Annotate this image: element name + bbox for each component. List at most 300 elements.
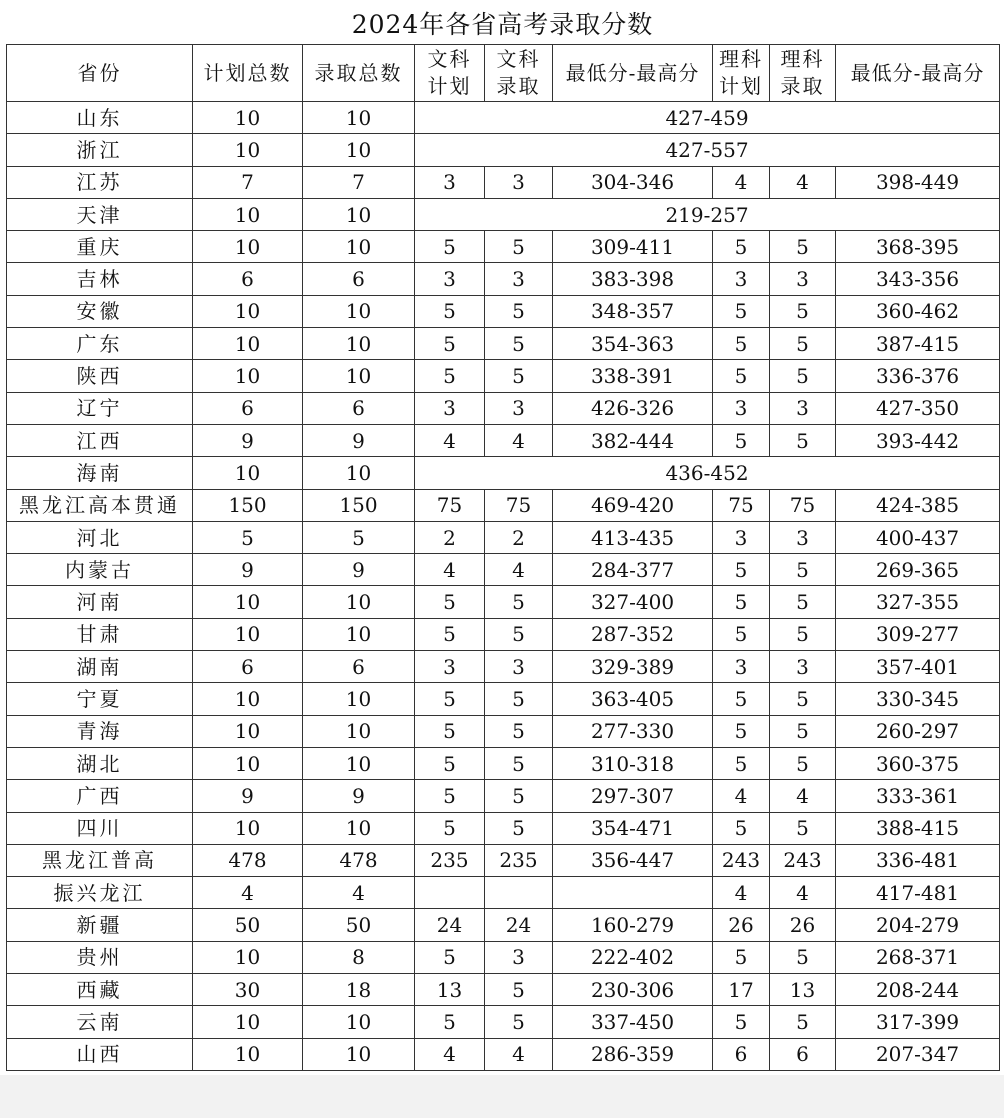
cell-arts-plan: 75 [415, 489, 485, 521]
cell-arts-plan: 5 [415, 618, 485, 650]
header-sci-range: 最低分-最高分 [836, 45, 1000, 102]
cell-sci-plan: 5 [713, 231, 770, 263]
table-row [7, 909, 1000, 941]
table-row [7, 812, 1000, 844]
cell-arts-admit: 4 [485, 424, 553, 456]
cell-arts-admit: 235 [485, 844, 553, 876]
table-row [7, 102, 1000, 134]
cell-admit-total: 9 [303, 780, 415, 812]
cell-sci-range: 327-355 [836, 586, 1000, 618]
cell-province: 天津 [7, 198, 193, 230]
cell-sci-plan: 5 [713, 1006, 770, 1038]
cell-plan-total: 50 [193, 909, 303, 941]
table-row [7, 166, 1000, 198]
header-arts-plan-line2: 计划 [427, 74, 472, 98]
cell-arts-range: 297-307 [553, 780, 713, 812]
cell-province: 山西 [7, 1038, 193, 1070]
cell-sci-plan: 5 [713, 586, 770, 618]
cell-arts-plan: 3 [415, 166, 485, 198]
cell-province: 河南 [7, 586, 193, 618]
cell-arts-range: 338-391 [553, 360, 713, 392]
cell-province: 浙江 [7, 134, 193, 166]
cell-arts-plan: 5 [415, 941, 485, 973]
cell-arts-range: 383-398 [553, 263, 713, 295]
cell-arts-admit: 5 [485, 586, 553, 618]
cell-plan-total: 10 [193, 747, 303, 779]
cell-province: 黑龙江高本贯通 [7, 489, 193, 521]
table-row [7, 651, 1000, 683]
header-arts-admit-line2: 录取 [496, 74, 541, 98]
cell-province: 吉林 [7, 263, 193, 295]
cell-plan-total: 10 [193, 618, 303, 650]
table-row [7, 231, 1000, 263]
cell-arts-admit: 5 [485, 683, 553, 715]
cell-arts-admit: 5 [485, 1006, 553, 1038]
cell-arts-plan: 4 [415, 554, 485, 586]
header-row [7, 45, 1000, 102]
cell-plan-total: 10 [193, 360, 303, 392]
cell-province: 青海 [7, 715, 193, 747]
header-admit-total: 录取总数 [303, 45, 415, 102]
table-row [7, 328, 1000, 360]
cell-admit-total: 10 [303, 1038, 415, 1070]
cell-sci-range: 387-415 [836, 328, 1000, 360]
cell-province: 湖南 [7, 651, 193, 683]
cell-admit-total: 6 [303, 392, 415, 424]
cell-plan-total: 10 [193, 683, 303, 715]
cell-arts-admit: 5 [485, 974, 553, 1006]
cell-plan-total: 10 [193, 102, 303, 134]
cell-plan-total: 10 [193, 586, 303, 618]
cell-admit-total: 10 [303, 360, 415, 392]
cell-sci-plan: 75 [713, 489, 770, 521]
cell-admit-total: 10 [303, 102, 415, 134]
cell-arts-admit: 5 [485, 812, 553, 844]
cell-admit-total: 10 [303, 295, 415, 327]
cell-admit-total: 478 [303, 844, 415, 876]
table-row [7, 974, 1000, 1006]
cell-arts-range: 327-400 [553, 586, 713, 618]
cell-sci-range: 427-350 [836, 392, 1000, 424]
cell-province: 江西 [7, 424, 193, 456]
cell-sci-plan: 5 [713, 618, 770, 650]
cell-sci-admit: 6 [770, 1038, 836, 1070]
cell-merged-score-range: 219-257 [415, 198, 1000, 230]
cell-sci-range: 368-395 [836, 231, 1000, 263]
table-body [7, 102, 1000, 1071]
table-title: 2024年各省高考录取分数 [351, 10, 654, 39]
table-row [7, 489, 1000, 521]
cell-arts-admit: 3 [485, 941, 553, 973]
cell-sci-range: 268-371 [836, 941, 1000, 973]
header-province: 省份 [7, 45, 193, 102]
cell-sci-range: 343-356 [836, 263, 1000, 295]
cell-sci-admit: 26 [770, 909, 836, 941]
cell-arts-range: 354-363 [553, 328, 713, 360]
cell-plan-total: 9 [193, 424, 303, 456]
cell-sci-plan: 26 [713, 909, 770, 941]
cell-arts-plan: 5 [415, 747, 485, 779]
cell-sci-plan: 6 [713, 1038, 770, 1070]
cell-sci-range: 336-376 [836, 360, 1000, 392]
cell-arts-range: 329-389 [553, 651, 713, 683]
cell-arts-range: 277-330 [553, 715, 713, 747]
cell-sci-range: 398-449 [836, 166, 1000, 198]
cell-sci-plan: 17 [713, 974, 770, 1006]
cell-arts-range: 309-411 [553, 231, 713, 263]
cell-sci-admit: 3 [770, 651, 836, 683]
cell-arts-admit: 5 [485, 231, 553, 263]
cell-arts-plan: 235 [415, 844, 485, 876]
cell-plan-total: 9 [193, 780, 303, 812]
cell-arts-admit: 3 [485, 392, 553, 424]
cell-arts-plan: 3 [415, 392, 485, 424]
cell-plan-total: 10 [193, 134, 303, 166]
cell-sci-plan: 3 [713, 263, 770, 295]
cell-admit-total: 10 [303, 328, 415, 360]
cell-arts-admit: 5 [485, 328, 553, 360]
cell-plan-total: 10 [193, 812, 303, 844]
cell-plan-total: 150 [193, 489, 303, 521]
cell-plan-total: 10 [193, 198, 303, 230]
cell-admit-total: 10 [303, 134, 415, 166]
cell-plan-total: 6 [193, 651, 303, 683]
cell-sci-range: 393-442 [836, 424, 1000, 456]
cell-province: 振兴龙江 [7, 877, 193, 909]
table-row [7, 1038, 1000, 1070]
cell-arts-admit: 5 [485, 295, 553, 327]
cell-arts-plan: 5 [415, 328, 485, 360]
cell-plan-total: 6 [193, 263, 303, 295]
header-arts-admit-line1: 文科 [496, 47, 541, 71]
cell-province: 安徽 [7, 295, 193, 327]
cell-admit-total: 9 [303, 424, 415, 456]
cell-arts-range: 304-346 [553, 166, 713, 198]
cell-sci-admit: 5 [770, 424, 836, 456]
cell-plan-total: 10 [193, 1006, 303, 1038]
cell-arts-range: 160-279 [553, 909, 713, 941]
cell-sci-range: 424-385 [836, 489, 1000, 521]
cell-admit-total: 10 [303, 1006, 415, 1038]
cell-sci-admit: 3 [770, 521, 836, 553]
cell-sci-plan: 5 [713, 360, 770, 392]
table-row [7, 586, 1000, 618]
cell-arts-admit: 5 [485, 618, 553, 650]
cell-plan-total: 10 [193, 941, 303, 973]
cell-plan-total: 10 [193, 715, 303, 747]
cell-province: 黑龙江普高 [7, 844, 193, 876]
cell-admit-total: 10 [303, 618, 415, 650]
cell-sci-admit: 5 [770, 328, 836, 360]
cell-sci-admit: 5 [770, 586, 836, 618]
cell-arts-range: 287-352 [553, 618, 713, 650]
cell-plan-total: 4 [193, 877, 303, 909]
table-row [7, 424, 1000, 456]
cell-province: 江苏 [7, 166, 193, 198]
cell-province: 西藏 [7, 974, 193, 1006]
cell-arts-admit: 24 [485, 909, 553, 941]
cell-sci-admit: 5 [770, 618, 836, 650]
cell-sci-admit: 4 [770, 877, 836, 909]
cell-admit-total: 10 [303, 683, 415, 715]
cell-sci-admit: 243 [770, 844, 836, 876]
cell-admit-total: 7 [303, 166, 415, 198]
cell-admit-total: 6 [303, 651, 415, 683]
cell-plan-total: 10 [193, 457, 303, 489]
cell-sci-plan: 5 [713, 747, 770, 779]
cell-plan-total: 9 [193, 554, 303, 586]
cell-sci-plan: 5 [713, 554, 770, 586]
cell-arts-plan: 24 [415, 909, 485, 941]
cell-sci-plan: 5 [713, 812, 770, 844]
cell-sci-admit: 5 [770, 231, 836, 263]
cell-province: 宁夏 [7, 683, 193, 715]
cell-province: 内蒙古 [7, 554, 193, 586]
cell-arts-admit [485, 877, 553, 909]
cell-sci-plan: 5 [713, 941, 770, 973]
cell-admit-total: 8 [303, 941, 415, 973]
cell-province: 甘肃 [7, 618, 193, 650]
cell-sci-admit: 3 [770, 392, 836, 424]
cell-sci-plan: 5 [713, 424, 770, 456]
cell-sci-range: 269-365 [836, 554, 1000, 586]
cell-sci-admit: 5 [770, 554, 836, 586]
cell-arts-plan: 13 [415, 974, 485, 1006]
cell-sci-range: 360-375 [836, 747, 1000, 779]
cell-sci-admit: 75 [770, 489, 836, 521]
cell-merged-score-range: 427-459 [415, 102, 1000, 134]
table-row [7, 618, 1000, 650]
table-row [7, 295, 1000, 327]
table-row [7, 844, 1000, 876]
table-row [7, 457, 1000, 489]
cell-arts-plan: 4 [415, 1038, 485, 1070]
cell-arts-range [553, 877, 713, 909]
cell-plan-total: 5 [193, 521, 303, 553]
cell-arts-plan: 5 [415, 1006, 485, 1038]
cell-arts-admit: 5 [485, 780, 553, 812]
table-row [7, 134, 1000, 166]
cell-arts-plan: 3 [415, 263, 485, 295]
cell-arts-admit: 5 [485, 715, 553, 747]
header-arts-range: 最低分-最高分 [553, 45, 713, 102]
cell-sci-plan: 243 [713, 844, 770, 876]
cell-sci-plan: 5 [713, 715, 770, 747]
cell-sci-admit: 13 [770, 974, 836, 1006]
cell-sci-range: 360-462 [836, 295, 1000, 327]
cell-admit-total: 10 [303, 198, 415, 230]
table-row [7, 198, 1000, 230]
cell-sci-admit: 4 [770, 780, 836, 812]
cell-sci-plan: 3 [713, 651, 770, 683]
cell-sci-range: 336-481 [836, 844, 1000, 876]
table-row [7, 877, 1000, 909]
cell-sci-admit: 5 [770, 812, 836, 844]
header-sci-plan-line2: 计划 [719, 74, 763, 98]
cell-province: 新疆 [7, 909, 193, 941]
cell-arts-plan: 5 [415, 586, 485, 618]
cell-arts-plan: 5 [415, 715, 485, 747]
table-row [7, 747, 1000, 779]
cell-arts-plan: 2 [415, 521, 485, 553]
cell-sci-plan: 3 [713, 521, 770, 553]
cell-sci-plan: 5 [713, 683, 770, 715]
cell-arts-plan: 5 [415, 780, 485, 812]
cell-sci-plan: 5 [713, 328, 770, 360]
cell-sci-range: 208-244 [836, 974, 1000, 1006]
cell-sci-range: 330-345 [836, 683, 1000, 715]
admission-scores-table [6, 44, 1000, 1071]
header-arts-admit [485, 45, 553, 102]
cell-arts-plan: 5 [415, 812, 485, 844]
cell-sci-admit: 5 [770, 683, 836, 715]
cell-arts-plan: 5 [415, 231, 485, 263]
cell-arts-plan: 4 [415, 424, 485, 456]
cell-arts-admit: 5 [485, 747, 553, 779]
cell-arts-admit: 5 [485, 360, 553, 392]
cell-arts-range: 469-420 [553, 489, 713, 521]
cell-admit-total: 10 [303, 231, 415, 263]
table-row [7, 780, 1000, 812]
cell-arts-plan: 5 [415, 683, 485, 715]
cell-province: 贵州 [7, 941, 193, 973]
cell-plan-total: 478 [193, 844, 303, 876]
table-row [7, 1006, 1000, 1038]
table-row [7, 683, 1000, 715]
cell-province: 河北 [7, 521, 193, 553]
cell-arts-plan [415, 877, 485, 909]
cell-sci-range: 400-437 [836, 521, 1000, 553]
cell-sci-range: 357-401 [836, 651, 1000, 683]
cell-province: 广西 [7, 780, 193, 812]
cell-sci-plan: 4 [713, 877, 770, 909]
cell-admit-total: 4 [303, 877, 415, 909]
header-sci-plan-line1: 理科 [719, 47, 763, 71]
header-sci-plan [713, 45, 770, 102]
cell-sci-plan: 4 [713, 166, 770, 198]
cell-arts-admit: 4 [485, 1038, 553, 1070]
cell-plan-total: 10 [193, 231, 303, 263]
cell-sci-range: 417-481 [836, 877, 1000, 909]
table-row [7, 554, 1000, 586]
cell-arts-range: 426-326 [553, 392, 713, 424]
cell-arts-plan: 5 [415, 360, 485, 392]
cell-province: 陕西 [7, 360, 193, 392]
header-sci-admit-line2: 录取 [780, 74, 825, 98]
cell-sci-range: 204-279 [836, 909, 1000, 941]
cell-plan-total: 10 [193, 295, 303, 327]
cell-province: 山东 [7, 102, 193, 134]
table-row [7, 715, 1000, 747]
cell-arts-range: 382-444 [553, 424, 713, 456]
cell-plan-total: 30 [193, 974, 303, 1006]
cell-sci-admit: 5 [770, 941, 836, 973]
cell-arts-range: 230-306 [553, 974, 713, 1006]
cell-admit-total: 10 [303, 812, 415, 844]
cell-sci-range: 207-347 [836, 1038, 1000, 1070]
cell-admit-total: 9 [303, 554, 415, 586]
cell-arts-admit: 3 [485, 166, 553, 198]
cell-arts-range: 310-318 [553, 747, 713, 779]
cell-admit-total: 10 [303, 747, 415, 779]
cell-province: 广东 [7, 328, 193, 360]
cell-sci-plan: 4 [713, 780, 770, 812]
cell-arts-range: 348-357 [553, 295, 713, 327]
cell-arts-range: 354-471 [553, 812, 713, 844]
cell-arts-admit: 2 [485, 521, 553, 553]
cell-plan-total: 10 [193, 328, 303, 360]
table-row [7, 941, 1000, 973]
cell-arts-admit: 3 [485, 651, 553, 683]
header-plan-total: 计划总数 [193, 45, 303, 102]
cell-sci-plan: 5 [713, 295, 770, 327]
header-arts-plan-line1: 文科 [427, 47, 472, 71]
cell-sci-admit: 5 [770, 715, 836, 747]
cell-merged-score-range: 427-557 [415, 134, 1000, 166]
cell-admit-total: 150 [303, 489, 415, 521]
cell-sci-range: 317-399 [836, 1006, 1000, 1038]
cell-admit-total: 18 [303, 974, 415, 1006]
cell-sci-admit: 4 [770, 166, 836, 198]
cell-arts-range: 337-450 [553, 1006, 713, 1038]
cell-sci-range: 333-361 [836, 780, 1000, 812]
cell-admit-total: 5 [303, 521, 415, 553]
cell-arts-range: 363-405 [553, 683, 713, 715]
cell-sci-admit: 5 [770, 295, 836, 327]
header-sci-admit [770, 45, 836, 102]
cell-arts-admit: 75 [485, 489, 553, 521]
table-row [7, 392, 1000, 424]
table-row [7, 263, 1000, 295]
cell-admit-total: 10 [303, 457, 415, 489]
cell-province: 云南 [7, 1006, 193, 1038]
cell-sci-admit: 3 [770, 263, 836, 295]
cell-admit-total: 10 [303, 586, 415, 618]
cell-arts-plan: 3 [415, 651, 485, 683]
cell-plan-total: 10 [193, 1038, 303, 1070]
cell-arts-admit: 3 [485, 263, 553, 295]
cell-sci-range: 260-297 [836, 715, 1000, 747]
cell-sci-admit: 5 [770, 747, 836, 779]
cell-province: 海南 [7, 457, 193, 489]
cell-sci-admit: 5 [770, 360, 836, 392]
header-sci-admit-line1: 理科 [780, 47, 825, 71]
table-row [7, 521, 1000, 553]
cell-sci-range: 309-277 [836, 618, 1000, 650]
cell-arts-plan: 5 [415, 295, 485, 327]
cell-merged-score-range: 436-452 [415, 457, 1000, 489]
cell-arts-range: 286-359 [553, 1038, 713, 1070]
cell-province: 重庆 [7, 231, 193, 263]
table-row [7, 360, 1000, 392]
cell-arts-range: 222-402 [553, 941, 713, 973]
header-arts-plan [415, 45, 485, 102]
cell-admit-total: 10 [303, 715, 415, 747]
cell-province: 四川 [7, 812, 193, 844]
cell-admit-total: 6 [303, 263, 415, 295]
cell-province: 湖北 [7, 747, 193, 779]
cell-arts-admit: 4 [485, 554, 553, 586]
cell-arts-range: 356-447 [553, 844, 713, 876]
cell-arts-range: 284-377 [553, 554, 713, 586]
cell-province: 辽宁 [7, 392, 193, 424]
cell-admit-total: 50 [303, 909, 415, 941]
cell-sci-admit: 5 [770, 1006, 836, 1038]
cell-plan-total: 6 [193, 392, 303, 424]
cell-plan-total: 7 [193, 166, 303, 198]
cell-sci-plan: 3 [713, 392, 770, 424]
cell-sci-range: 388-415 [836, 812, 1000, 844]
